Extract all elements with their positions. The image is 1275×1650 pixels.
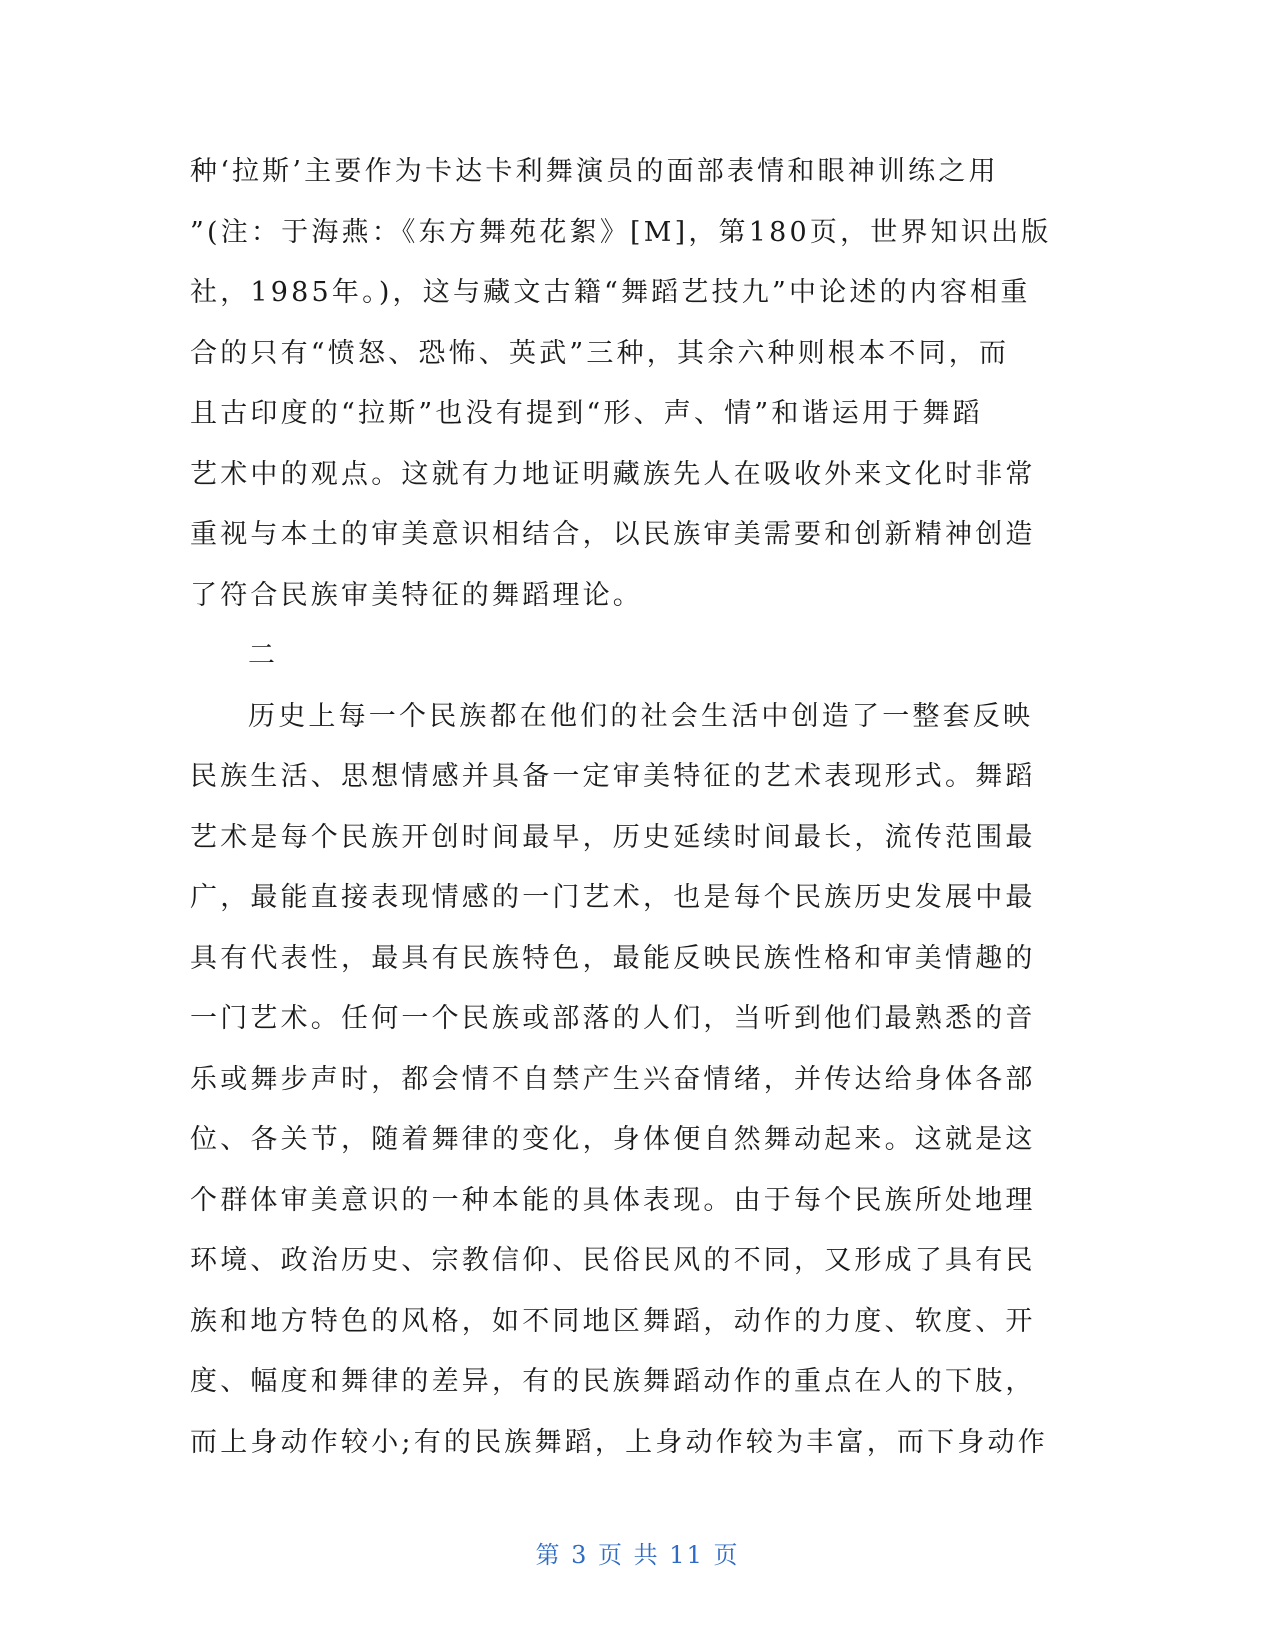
text-line: 环境、政治历史、宗教信仰、民俗民风的不同，又形成了具有民	[190, 1245, 1036, 1276]
text-line: 且古印度的“拉斯”也没有提到“形、声、情”和谐运用于舞蹈	[190, 398, 983, 429]
text-line: 艺术是每个民族开创时间最早，历史延续时间最长，流传范围最	[190, 821, 1036, 853]
body-text	[190, 142, 1090, 1473]
text-line: 广，最能直接表现情感的一门艺术，也是每个民族历史发展中最	[190, 882, 1036, 913]
text-line: ”(注：于海燕：《东方舞苑花絮》[M]，第180页，世界知识出版	[190, 216, 1052, 248]
page-number-footer: 第 3 页 共 11 页	[535, 1541, 740, 1569]
text-line: 族和地方特色的风格，如不同地区舞蹈，动作的力度、软度、开	[190, 1305, 1036, 1337]
text-line: 重视与本土的审美意识相结合，以民族审美需要和创新精神创造	[190, 519, 1036, 550]
text-line: 位、各关节，随着舞律的变化，身体便自然舞动起来。这就是这	[190, 1124, 1036, 1155]
section-heading: 二	[248, 640, 279, 671]
text-line: 民族生活、思想情感并具备一定审美特征的艺术表现形式。舞蹈	[190, 761, 1036, 792]
text-line: 具有代表性，最具有民族特色，最能反映民族性格和审美情趣的	[190, 942, 1036, 974]
text-line: 合的只有“愤怒、恐怖、英武”三种，其余六种则根本不同，而	[190, 337, 1010, 369]
text-line: 了符合民族审美特征的舞蹈理论。	[190, 579, 643, 611]
text-line: 社，1985年。)，这与藏文古籍“舞蹈艺技九”中论述的内容相重	[190, 277, 1031, 308]
text-line: 而上身动作较小;有的民族舞蹈，上身动作较为丰富，而下身动作	[190, 1426, 1048, 1458]
text-line: 一门艺术。任何一个民族或部落的人们，当听到他们最熟悉的音	[190, 1003, 1036, 1034]
text-line: 乐或舞步声时，都会情不自禁产生兴奋情绪，并传达给身体各部	[190, 1063, 1036, 1095]
text-line: 种‘拉斯’主要作为卡达卡利舞演员的面部表情和眼神训练之用	[190, 156, 999, 187]
text-line: 度、幅度和舞律的差异，有的民族舞蹈动作的重点在人的下肢，	[190, 1366, 1036, 1397]
text-line: 个群体审美意识的一种本能的具体表现。由于每个民族所处地理	[190, 1184, 1036, 1216]
text-line: 历史上每一个民族都在他们的社会生活中创造了一整套反映	[248, 700, 1034, 732]
text-line: 艺术中的观点。这就有力地证明藏族先人在吸收外来文化时非常	[190, 458, 1036, 490]
